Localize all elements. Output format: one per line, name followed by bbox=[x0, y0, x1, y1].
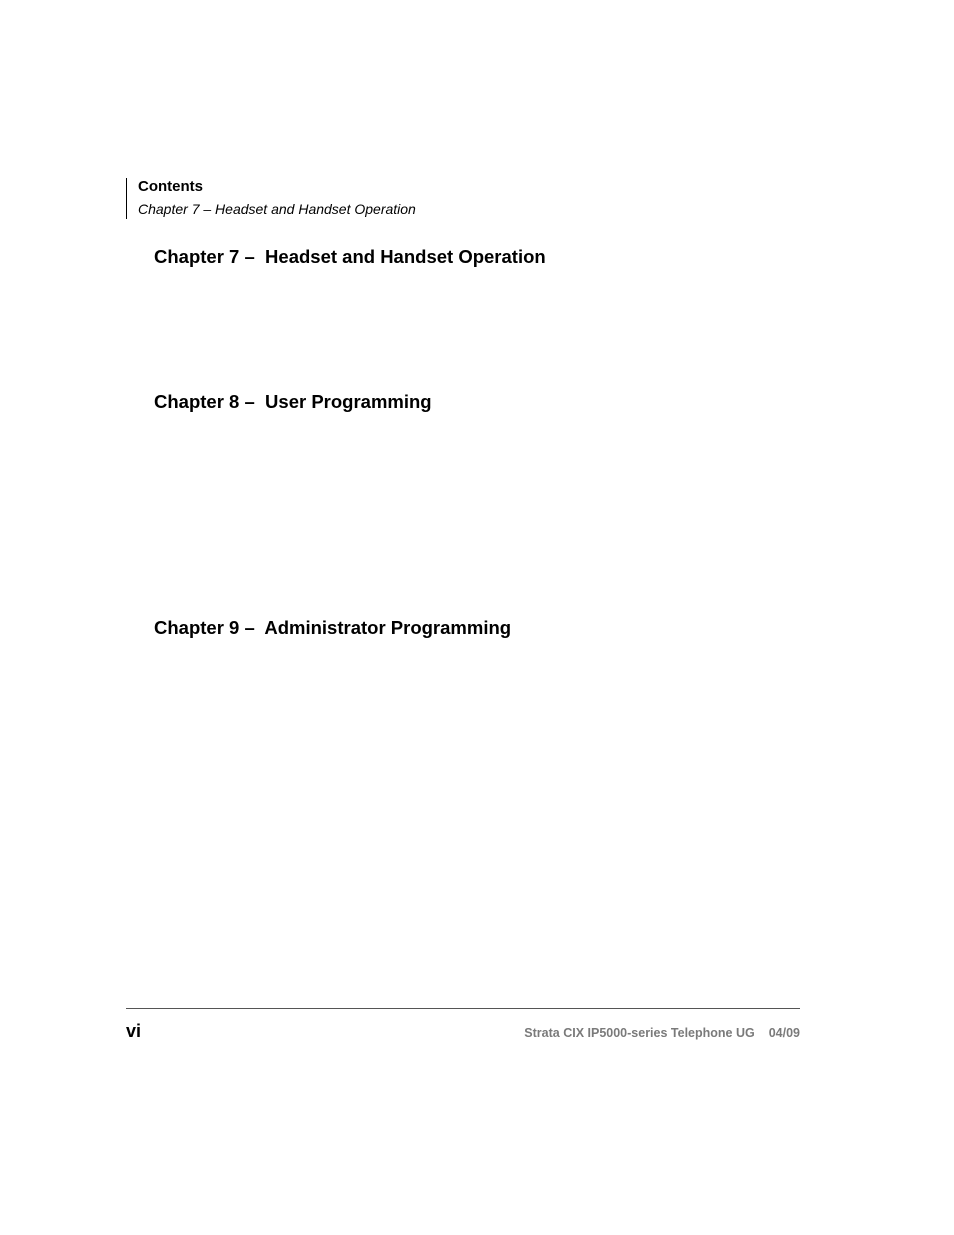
page-number: vi bbox=[126, 1021, 142, 1041]
chapter-heading-8 bbox=[154, 391, 432, 413]
footer-document-title: Strata CIX IP5000-series Telephone UG bbox=[524, 1026, 755, 1040]
chapter-heading-9 bbox=[154, 617, 511, 639]
chapter-label: Chapter 7 – bbox=[154, 246, 255, 267]
running-header bbox=[126, 178, 416, 219]
header-subtitle: Chapter 7 – Headset and Handset Operation bbox=[138, 201, 416, 217]
header-title: Contents bbox=[138, 178, 203, 195]
chapter-label: Chapter 9 – bbox=[154, 617, 255, 638]
chapter-heading-7 bbox=[154, 246, 546, 268]
chapter-title: Administrator Programming bbox=[264, 617, 512, 638]
chapter-title: User Programming bbox=[265, 391, 432, 412]
chapter-title: Headset and Handset Operation bbox=[265, 246, 546, 267]
chapter-label: Chapter 8 – bbox=[154, 391, 255, 412]
footer-date: 04/09 bbox=[768, 1026, 800, 1040]
footer-document-info bbox=[524, 1025, 800, 1041]
footer-divider bbox=[126, 1008, 800, 1009]
